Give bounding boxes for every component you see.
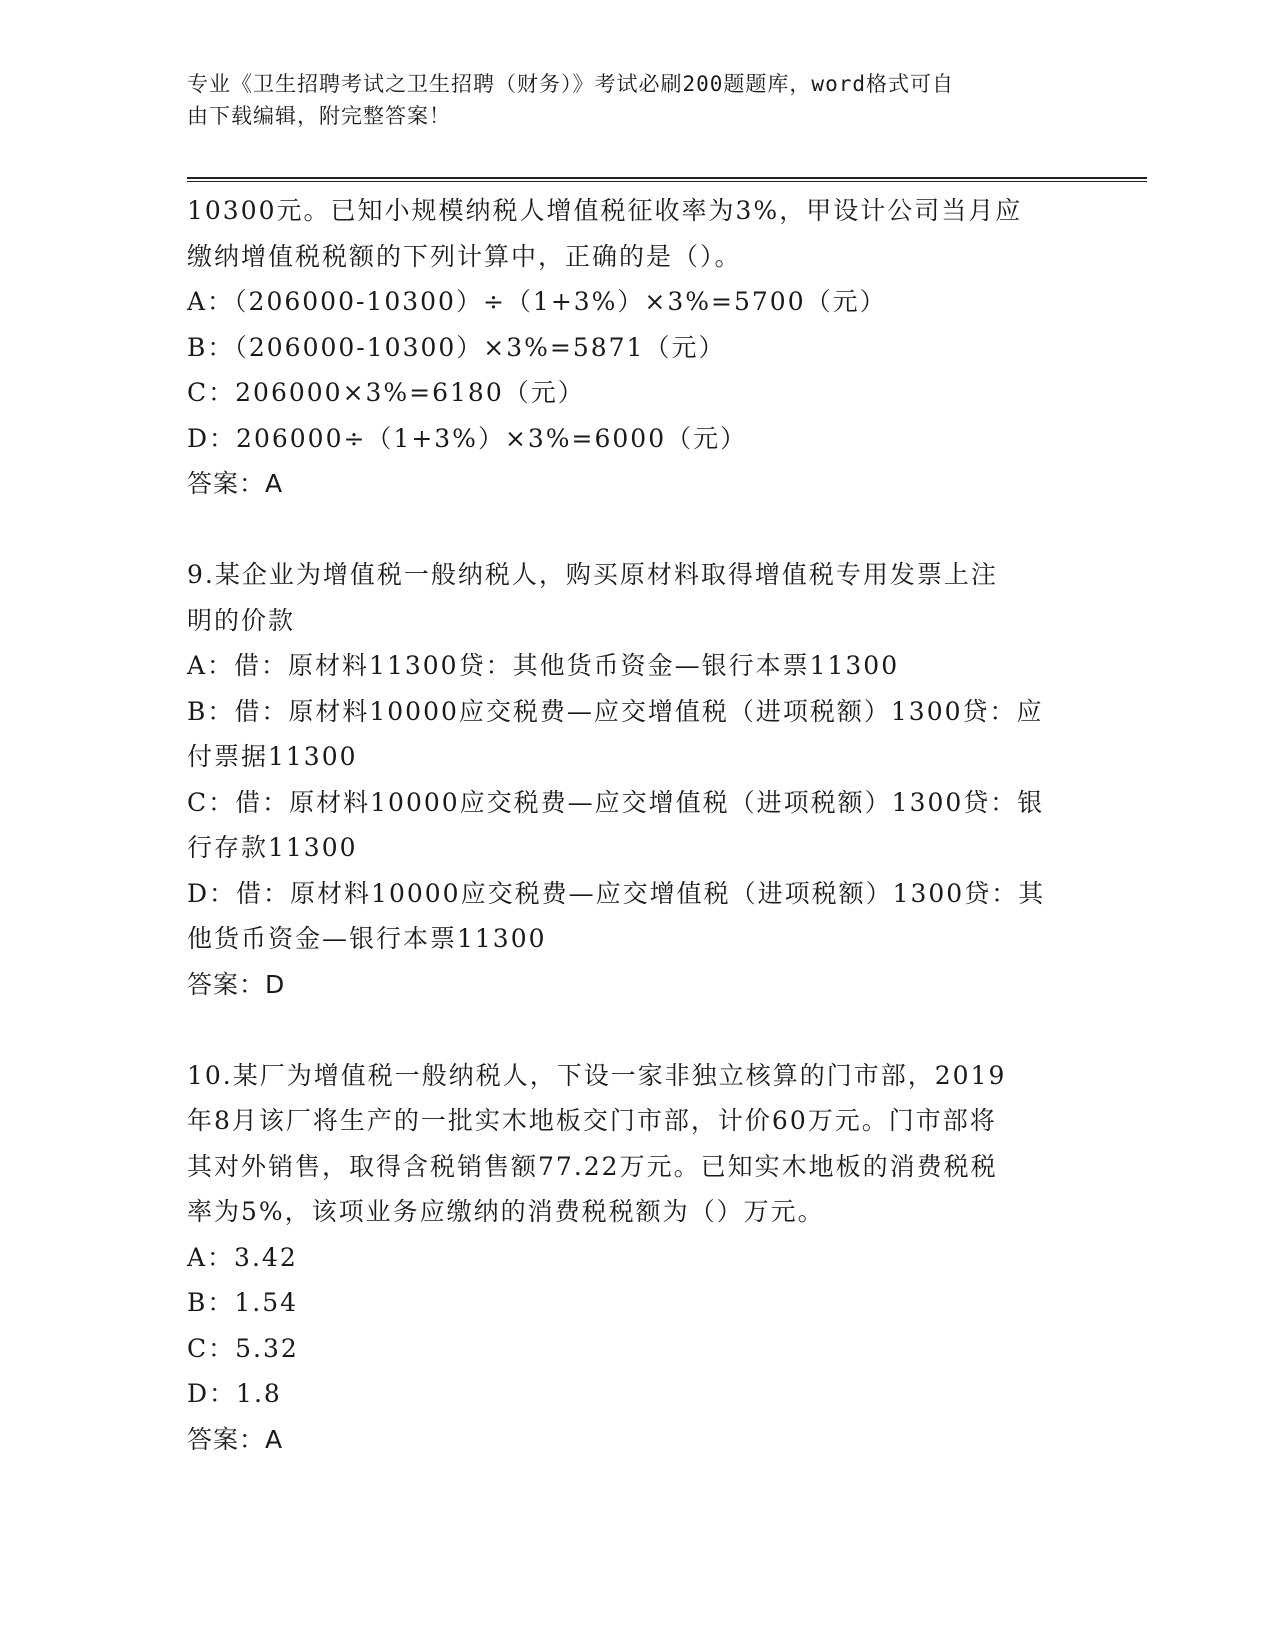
option-b-continued: 付票据11300 xyxy=(187,742,358,771)
question-stem-line: 其对外销售，取得含税销售额77.22万元。已知实木地板的消费税税 xyxy=(187,1151,998,1181)
option-b: B：1.54 xyxy=(187,1288,299,1317)
option-d: D：1.8 xyxy=(187,1379,282,1408)
option-c: C：借：原材料10000应交税费—应交增值税（进项税额）1300贷：银 xyxy=(187,787,1045,817)
option-d-continued: 他货币资金—银行本票11300 xyxy=(187,924,547,953)
option-c: C：5.32 xyxy=(187,1333,299,1363)
question-9 xyxy=(187,552,1147,1007)
document-header xyxy=(187,68,1087,132)
question-8 xyxy=(187,188,1147,507)
question-stem-line: 率为5%，该项业务应缴纳的消费税税额为（）万元。 xyxy=(187,1197,825,1226)
answer-line: 答案：A xyxy=(187,469,284,498)
option-a: A：3.42 xyxy=(187,1242,298,1272)
option-c: C：206000×3%=6180（元） xyxy=(187,378,585,407)
question-stem-line: 明的价款 xyxy=(187,605,296,635)
question-stem-line: 年8月该厂将生产的一批实木地板交门市部，计价60万元。门市部将 xyxy=(187,1106,997,1135)
header-title-line-2: 由下载编辑，附完整答案！ xyxy=(187,104,451,128)
question-10 xyxy=(187,1053,1147,1463)
option-a: A：（206000-10300）÷（1+3%）×3%=5700（元） xyxy=(187,287,887,316)
question-spacer xyxy=(187,507,1147,553)
option-b: B：借：原材料10000应交税费—应交增值税（进项税额）1300贷：应 xyxy=(187,696,1044,726)
option-a: A：借：原材料11300贷：其他货币资金—银行本票11300 xyxy=(187,651,900,680)
question-stem-line: 9.某企业为增值税一般纳税人，购买原材料取得增值税专用发票上注 xyxy=(187,560,998,589)
question-spacer xyxy=(187,1007,1147,1053)
question-stem-line: 10300元。已知小规模纳税人增值税征收率为3%，甲设计公司当月应 xyxy=(187,196,1023,225)
option-d: D：206000÷（1+3%）×3%=6000（元） xyxy=(187,423,748,453)
answer-line: 答案：A xyxy=(187,1424,284,1454)
question-stem-line: 缴纳增值税税额的下列计算中，正确的是（）。 xyxy=(187,241,742,271)
option-b: B：（206000-10300）×3%=5871（元） xyxy=(187,332,726,362)
option-c-continued: 行存款11300 xyxy=(187,833,358,862)
header-divider xyxy=(187,177,1147,182)
header-title-line-1: 专业《卫生招聘考试之卫生招聘（财务）》考试必刷200题题库，word格式可自 xyxy=(187,72,954,96)
option-d: D：借：原材料10000应交税费—应交增值税（进项税额）1300贷：其 xyxy=(187,878,1046,908)
document-body xyxy=(187,188,1147,1462)
question-stem-line: 10.某厂为增值税一般纳税人，下设一家非独立核算的门市部，2019 xyxy=(187,1060,1007,1090)
answer-line: 答案：D xyxy=(187,969,286,999)
